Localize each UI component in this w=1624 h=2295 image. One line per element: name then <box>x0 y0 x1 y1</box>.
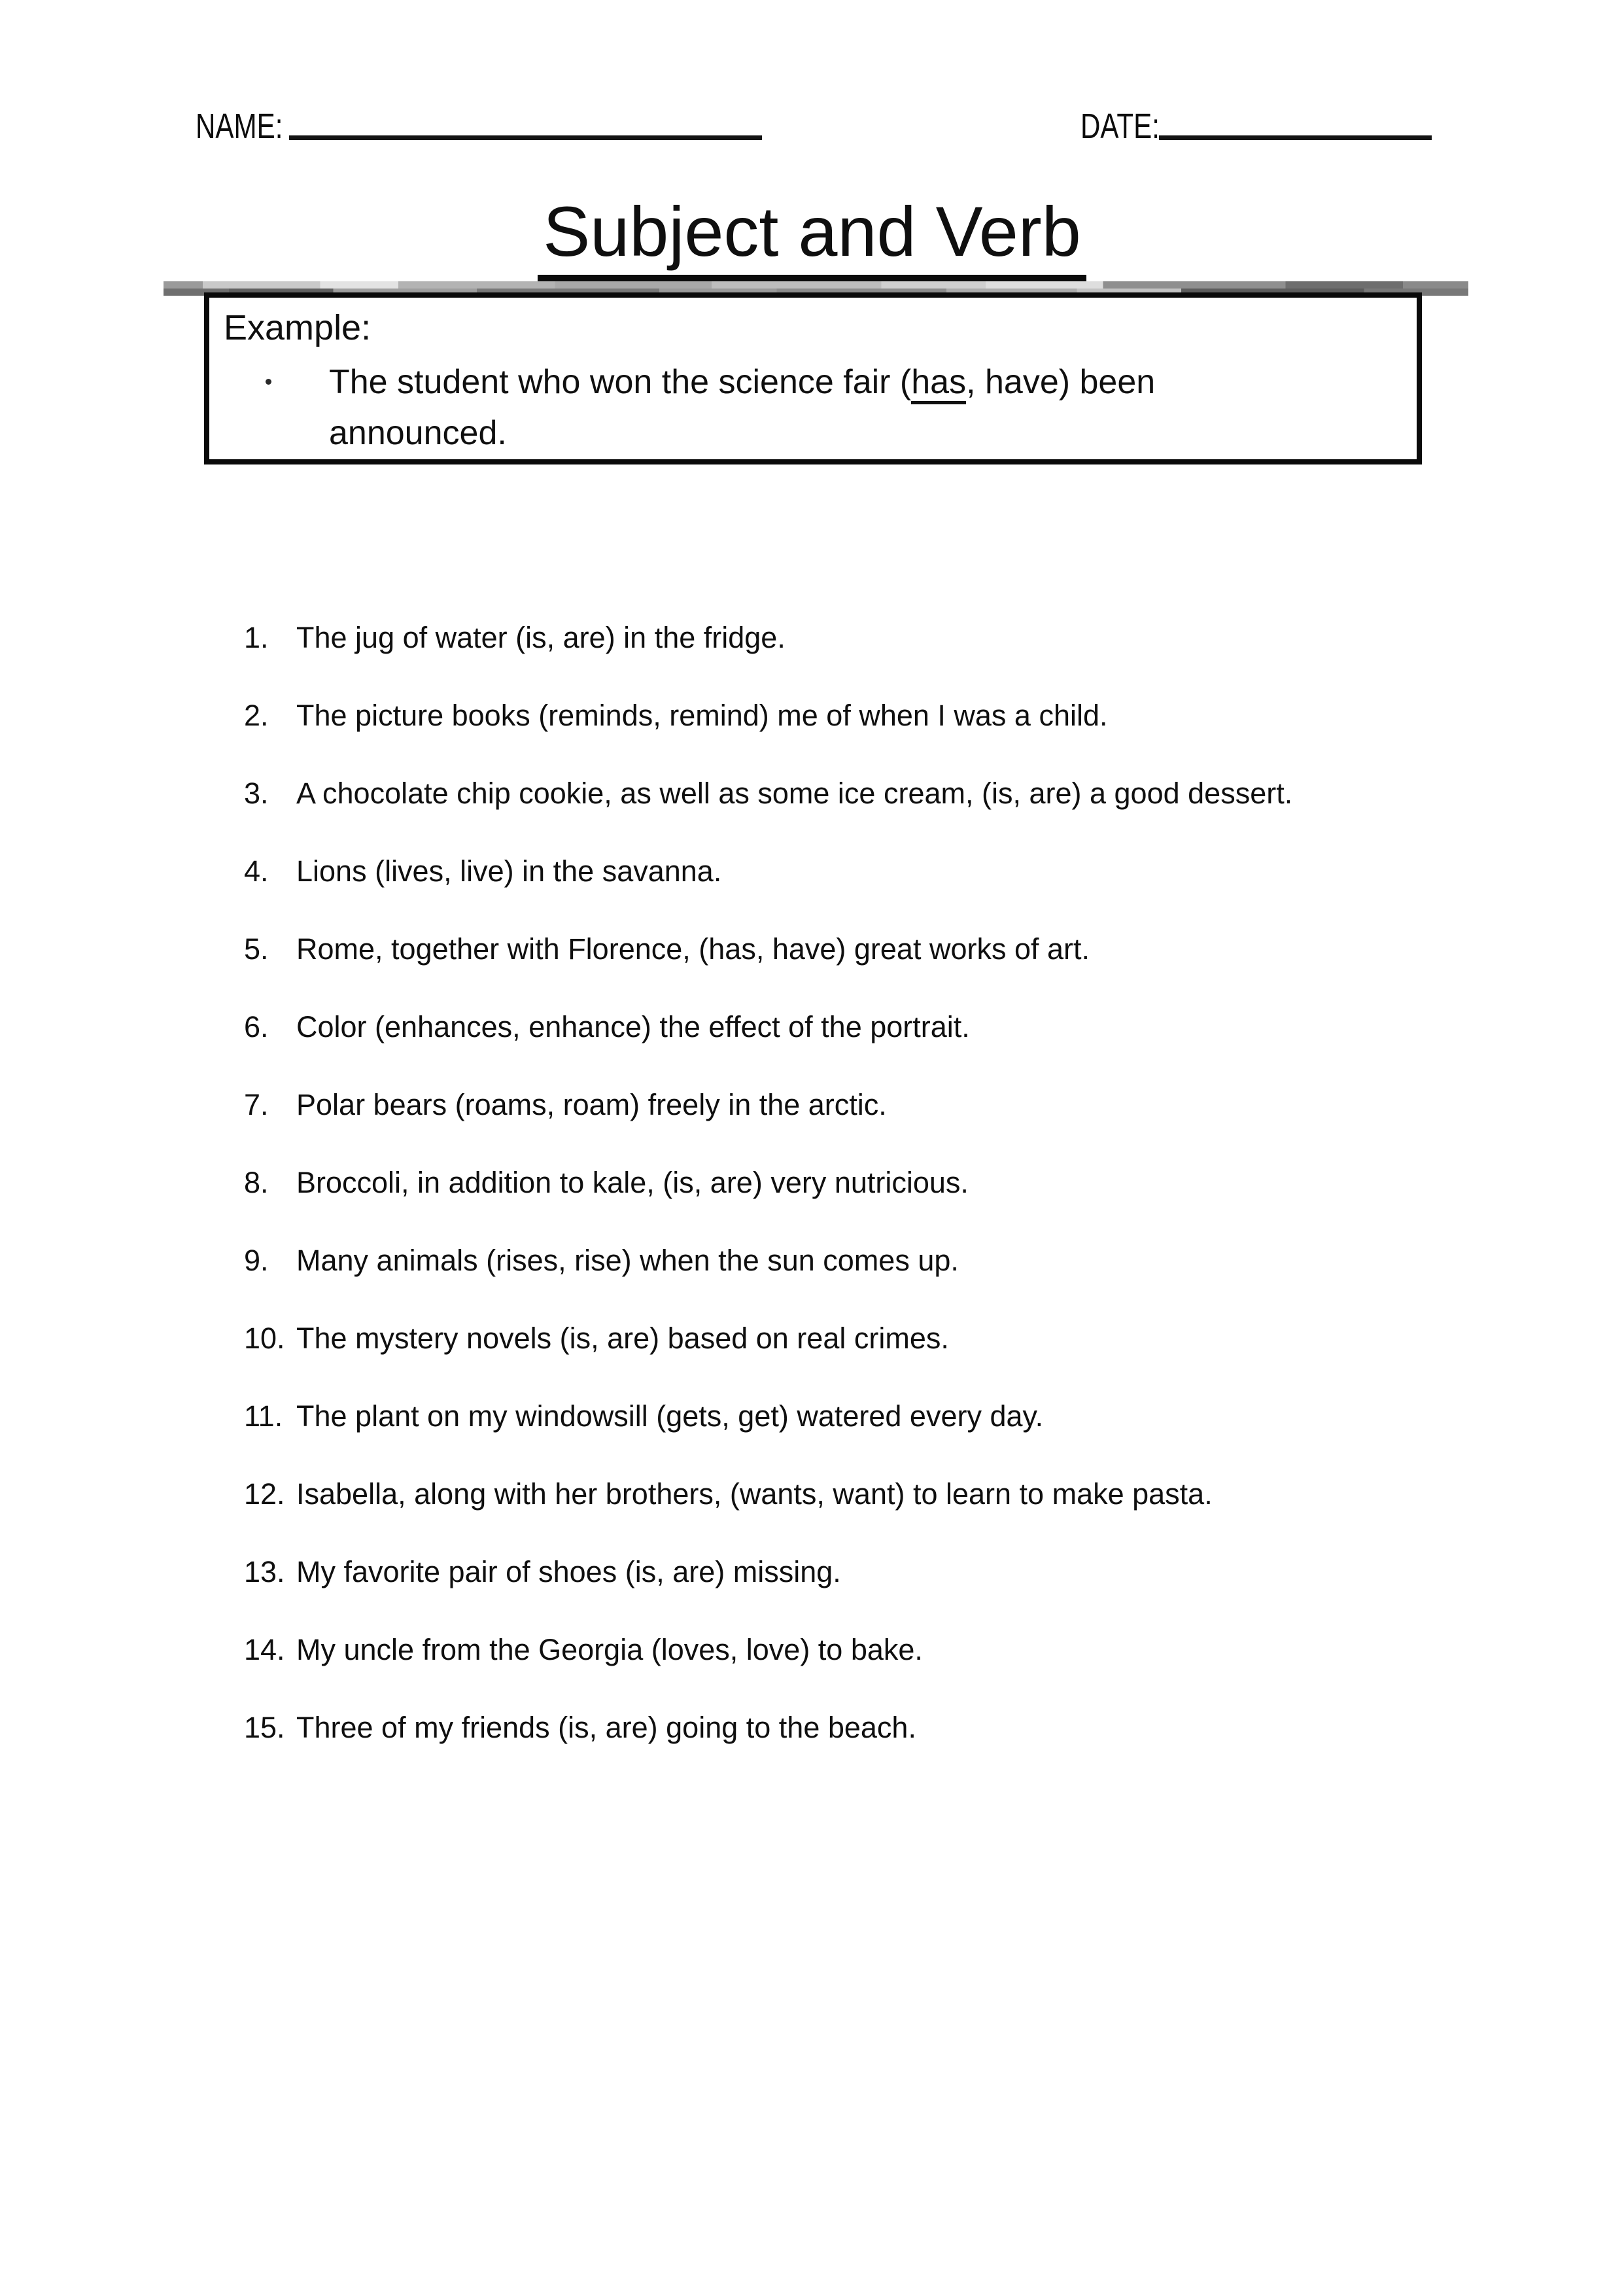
page-title: Subject and Verb <box>538 194 1086 283</box>
question-list <box>244 616 1539 1784</box>
question-item <box>244 1550 1539 1594</box>
title-container <box>0 194 1624 283</box>
question-number: 5. <box>244 932 269 966</box>
question-text: Three of my friends (is, are) going to the beach. <box>296 1711 916 1744</box>
question-text: The mystery novels (is, are) based on real crimes. <box>296 1322 949 1355</box>
question-text: A chocolate chip cookie, as well as some ice cream, (is, are) a good dessert. <box>296 777 1293 810</box>
question-number: 15. <box>244 1711 285 1744</box>
question-item <box>244 616 1539 659</box>
question-item <box>244 1395 1539 1438</box>
name-label: NAME: <box>196 107 283 146</box>
question-number: 7. <box>244 1088 269 1121</box>
question-item <box>244 1473 1539 1516</box>
question-text: My uncle from the Georgia (loves, love) to bake. <box>296 1633 923 1666</box>
question-number: 9. <box>244 1244 269 1277</box>
question-text: The plant on my windowsill (gets, get) watered every day. <box>296 1399 1044 1433</box>
question-number: 6. <box>244 1010 269 1043</box>
question-item <box>244 1317 1539 1360</box>
question-text: Lions (lives, live) in the savanna. <box>296 854 722 888</box>
question-item <box>244 1006 1539 1049</box>
bullet-dot-icon <box>266 379 271 385</box>
question-number: 10. <box>244 1322 285 1355</box>
question-text: Isabella, along with her brothers, (wants, want) to learn to make pasta. <box>296 1477 1213 1511</box>
question-number: 11. <box>244 1399 283 1433</box>
example-box <box>204 292 1422 464</box>
question-item <box>244 928 1539 971</box>
date-blank-line <box>1159 135 1432 140</box>
question-item <box>244 1706 1539 1749</box>
question-number: 1. <box>244 621 269 654</box>
example-sentence-suffix: , have) been announced. <box>329 363 1156 452</box>
question-text: Rome, together with Florence, (has, have) great works of art. <box>296 932 1090 966</box>
question-number: 3. <box>244 777 269 810</box>
example-sentence-prefix: The student who won the science fair ( <box>329 363 912 401</box>
example-heading: Example: <box>224 308 371 347</box>
header-divider-rule <box>164 163 1460 167</box>
question-text: My favorite pair of shoes (is, are) missing. <box>296 1555 841 1588</box>
question-number: 8. <box>244 1166 269 1199</box>
date-label: DATE: <box>1080 107 1160 146</box>
example-sentence-row <box>209 357 1417 459</box>
question-text: Broccoli, in addition to kale, (is, are) very nutricious. <box>296 1166 969 1199</box>
example-answer-underlined: has <box>911 363 966 404</box>
question-text: Many animals (rises, rise) when the sun comes up. <box>296 1244 959 1277</box>
question-number: 12. <box>244 1477 285 1511</box>
name-blank-line <box>289 135 762 140</box>
question-item <box>244 850 1539 893</box>
question-item <box>244 1083 1539 1127</box>
question-number: 2. <box>244 699 269 732</box>
question-item <box>244 772 1539 815</box>
question-text: The picture books (reminds, remind) me of when I was a child. <box>296 699 1108 732</box>
question-item <box>244 1628 1539 1672</box>
scan-artifact-strip-upper <box>164 281 1468 289</box>
question-item <box>244 1239 1539 1282</box>
question-text: Polar bears (roams, roam) freely in the arctic. <box>296 1088 887 1121</box>
question-number: 13. <box>244 1555 285 1588</box>
question-number: 4. <box>244 854 269 888</box>
question-number: 14. <box>244 1633 285 1666</box>
question-text: Color (enhances, enhance) the effect of the portrait. <box>296 1010 970 1043</box>
example-sentence <box>329 357 1264 459</box>
question-item <box>244 694 1539 737</box>
question-item <box>244 1161 1539 1204</box>
question-text: The jug of water (is, are) in the fridge. <box>296 621 786 654</box>
